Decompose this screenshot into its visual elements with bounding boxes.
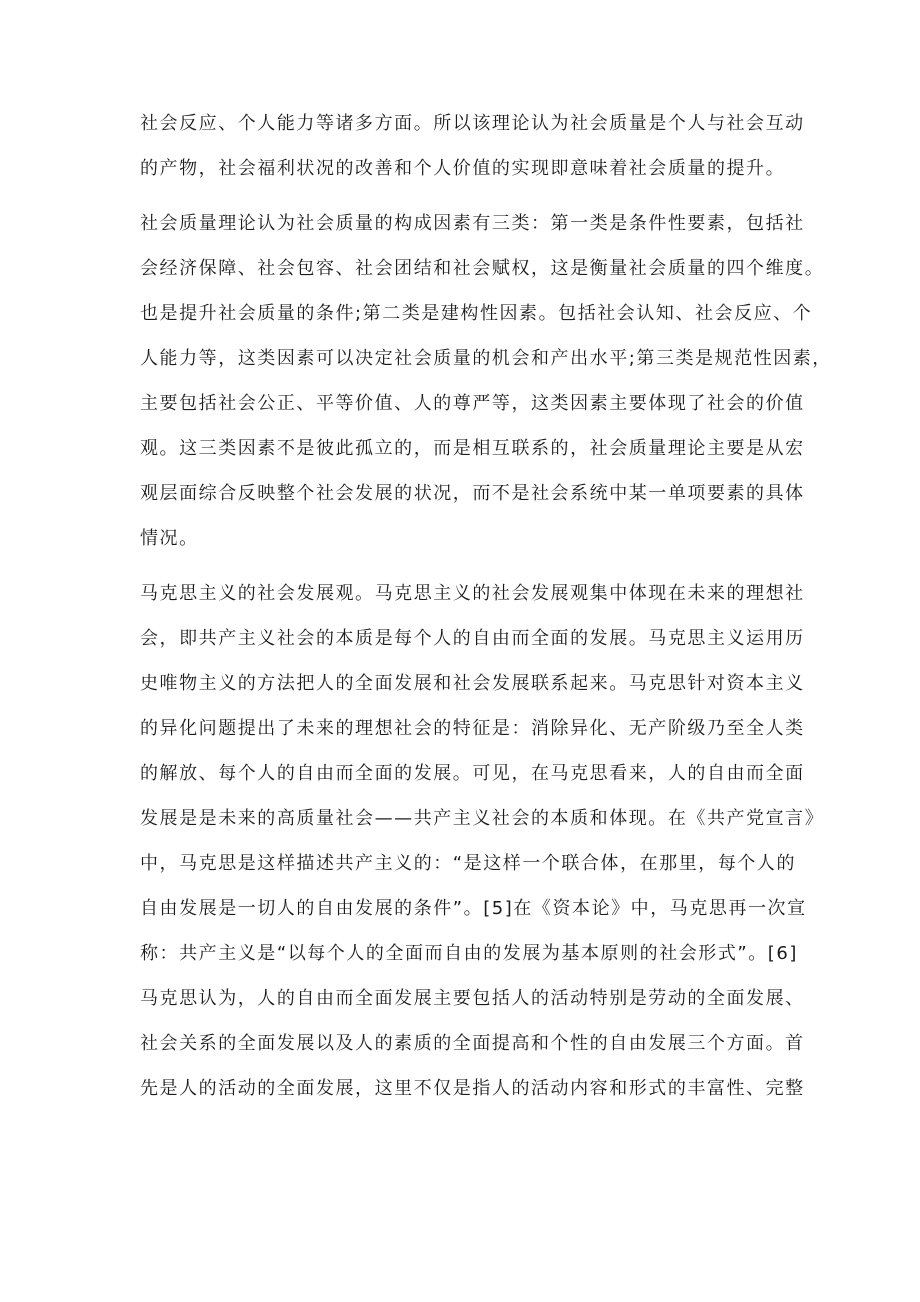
text-line: 社会质量理论认为社会质量的构成因素有三类：第一类是条件性要素，包括社: [140, 213, 805, 234]
text-line: 社会关系的全面发展以及人的素质的全面提高和个性的自由发展三个方面。首: [140, 1033, 805, 1054]
text-line: 会，即共产主义社会的本质是每个人的自由而全面的发展。马克思主义运用历: [140, 628, 805, 649]
text-line: 的解放、每个人的自由而全面的发展。可见，在马克思看来，人的自由而全面: [140, 763, 805, 784]
text-line: 称：共产主义是“以每个人的全面而自由的发展为基本原则的社会形式”。[6]: [140, 943, 798, 964]
text-line: 马克思认为，人的自由而全面发展主要包括人的活动特别是劳动的全面发展、: [140, 988, 805, 1009]
text-line: 的异化问题提出了未来的理想社会的特征是：消除异化、无产阶级乃至全人类: [140, 718, 805, 739]
text-line: 马克思主义的社会发展观。马克思主义的社会发展观集中体现在未来的理想社: [140, 583, 805, 604]
text-line: 也是提升社会质量的条件;第二类是建构性因素。包括社会认知、社会反应、个: [140, 303, 813, 324]
text-line: 的产物，社会福利状况的改善和个人价值的实现即意味着社会质量的提升。: [140, 158, 786, 179]
text-line: 人能力等，这类因素可以决定社会质量的机会和产出水平;第三类是规范性因素，: [140, 348, 832, 369]
text-line: 观层面综合反映整个社会发展的状况，而不是社会系统中某一单项要素的具体: [140, 483, 805, 504]
text-line: 社会反应、个人能力等诸多方面。所以该理论认为社会质量是个人与社会互动: [140, 113, 805, 134]
text-line: 主要包括社会公正、平等价值、人的尊严等，这类因素主要体现了社会的价值: [140, 393, 805, 414]
text-line: 自由发展是一切人的自由发展的条件”。[5]在《资本论》中，马克思再一次宣: [140, 898, 807, 919]
text-line: 史唯物主义的方法把人的全面发展和社会发展联系起来。马克思针对资本主义: [140, 673, 805, 694]
text-line: 先是人的活动的全面发展，这里不仅是指人的活动内容和形式的丰富性、完整: [140, 1078, 805, 1099]
text-line: 发展是是未来的高质量社会——共产主义社会的本质和体现。在《共产党宣言》: [140, 808, 825, 829]
text-line: 中，马克思是这样描述共产主义的：“是这样一个联合体，在那里，每个人的: [140, 853, 797, 874]
text-line: 观。这三类因素不是彼此孤立的，而是相互联系的，社会质量理论主要是从宏: [140, 438, 805, 459]
text-line: 情况。: [140, 528, 199, 549]
text-line: 会经济保障、社会包容、社会团结和社会赋权，这是衡量社会质量的四个维度。: [140, 258, 825, 279]
